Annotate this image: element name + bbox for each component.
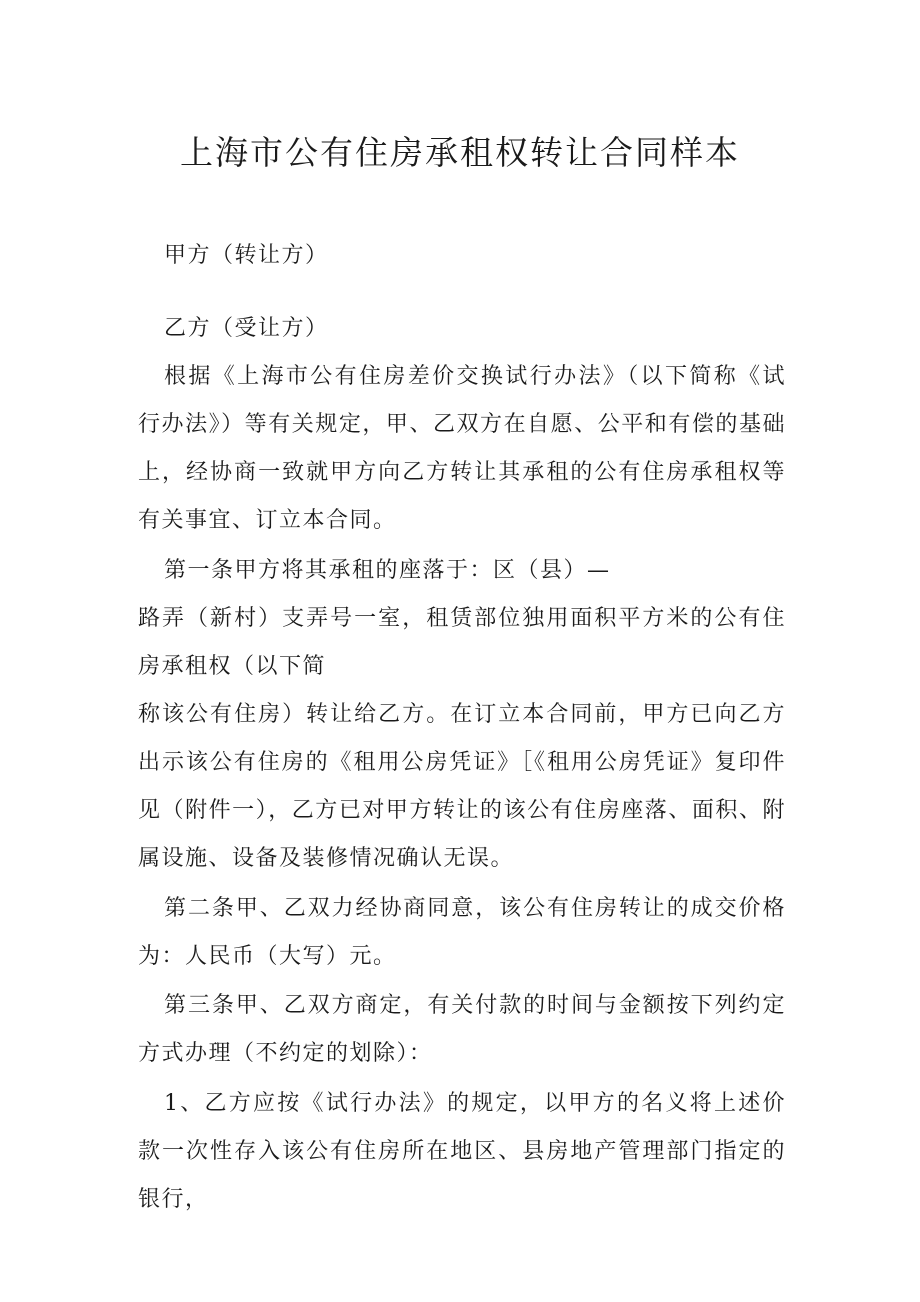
preamble-paragraph: 根据《上海市公有住房差价交换试行办法》（以下简称《试行办法》）等有关规定，甲、乙双方在自愿、公平和有偿的基础上，经协商一致就甲方向乙方转让其承租的公有住房承租权等有关事宜、订立本合同。 bbox=[138, 364, 786, 533]
item-1-paragraph: 1、乙方应按《试行办法》的规定，以甲方的名义将上述价款一次性存入该公有住房所在地区、县房地产管理部门指定的银行， bbox=[138, 1091, 786, 1212]
party-b-label: 乙方（受让方） bbox=[164, 316, 329, 341]
article-1-paragraph: 称该公有住房）转让给乙方。在订立本合同前，甲方已向乙方出示该公有住房的《租用公房凭证》［《租用公房凭证》复印件见（附件一），乙方已对甲方转让的该公有住房座落、面积、附属设施、设备及装修情况确认无误。 bbox=[138, 702, 786, 871]
article-1-line-2: 路弄（新村）支弄号一室，租赁部位独用面积平方米的公有住房承租权（以下简 bbox=[138, 606, 786, 679]
party-a-label: 甲方（转让方） bbox=[164, 243, 329, 268]
article-1-line-1: 第一条甲方将其承租的座落于：区（县）— bbox=[164, 558, 611, 583]
document-title: 上海市公有住房承租权转让合同样本 bbox=[180, 133, 740, 172]
article-2-paragraph: 第二条甲、乙双力经协商同意，该公有住房转让的成交价格为：人民币（大写）元。 bbox=[138, 896, 786, 969]
article-3-paragraph: 第三条甲、乙双方商定，有关付款的时间与金额按下列约定方式办理（不约定的划除）： bbox=[138, 993, 786, 1066]
